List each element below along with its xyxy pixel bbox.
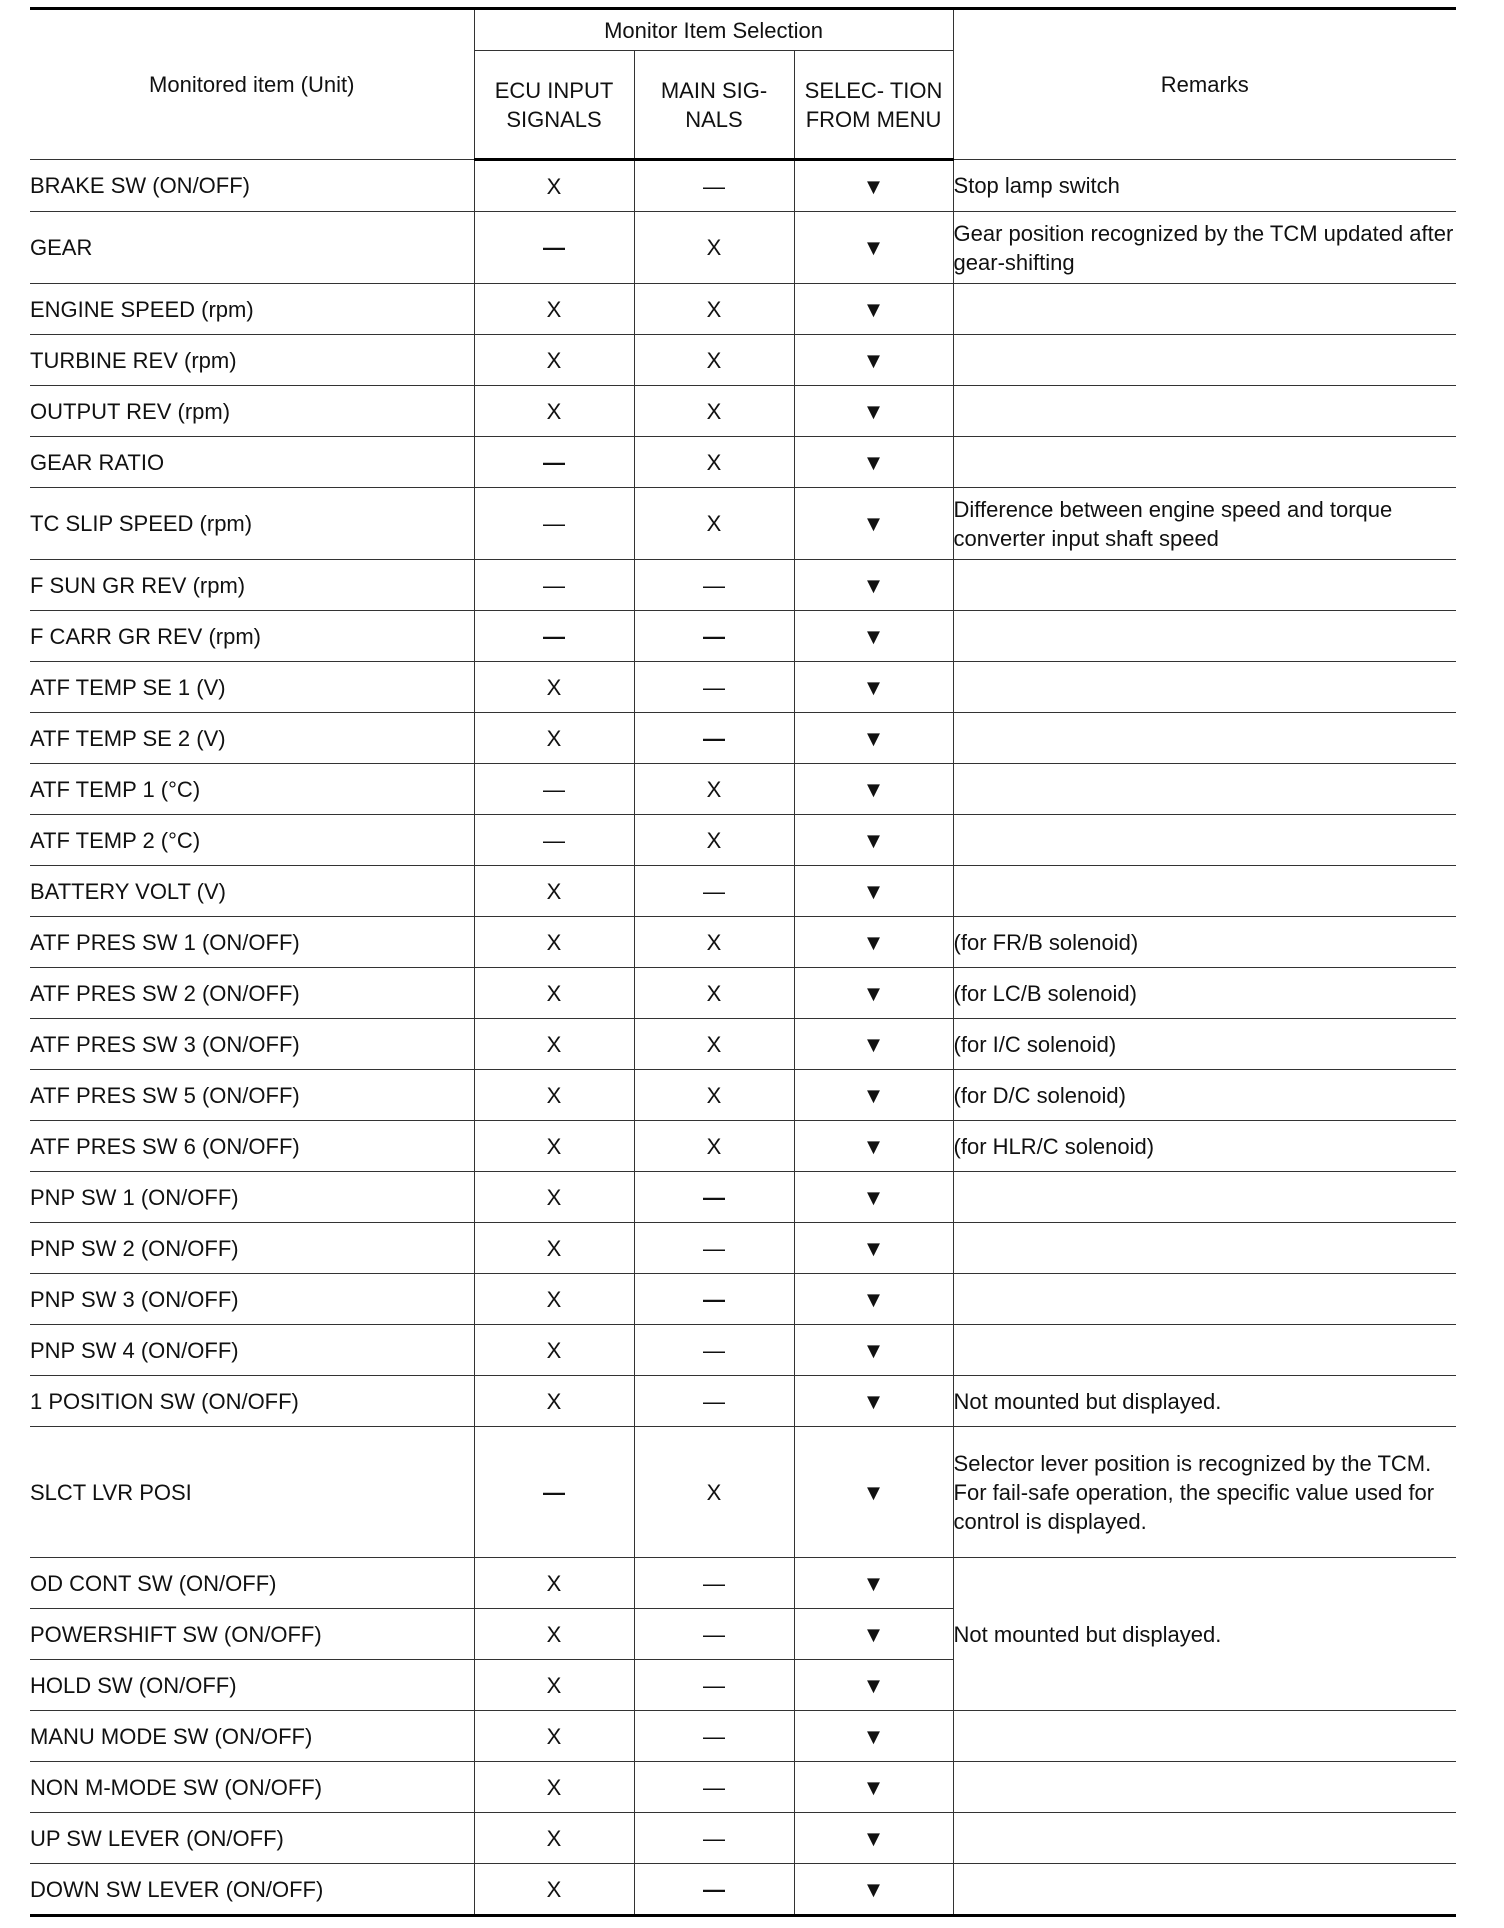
table-row	[30, 968, 1456, 1019]
cell-ecu-input: —	[474, 815, 634, 866]
cell-selection-triangle-icon: ▼	[794, 1274, 953, 1325]
table-row	[30, 611, 1456, 662]
cell-item: PNP SW 3 (ON/OFF)	[30, 1274, 474, 1325]
cell-selection-triangle-icon: ▼	[794, 560, 953, 611]
cell-item: ATF PRES SW 6 (ON/OFF)	[30, 1121, 474, 1172]
cell-main-signal: —	[634, 1864, 794, 1916]
cell-selection-triangle-icon: ▼	[794, 335, 953, 386]
cell-main-signal: —	[634, 1762, 794, 1813]
cell-item: OUTPUT REV (rpm)	[30, 386, 474, 437]
cell-remark	[953, 713, 1456, 764]
table-row	[30, 1019, 1456, 1070]
cell-main-signal: X	[634, 917, 794, 968]
cell-remark: Selector lever position is recognized by the TCM. For fail-safe operation, the specific value used for control is displayed.	[953, 1427, 1456, 1558]
table-row	[30, 713, 1456, 764]
table-row	[30, 437, 1456, 488]
table-row	[30, 1427, 1456, 1558]
cell-selection-triangle-icon: ▼	[794, 1660, 953, 1711]
cell-main-signal: X	[634, 284, 794, 335]
cell-item: F CARR GR REV (rpm)	[30, 611, 474, 662]
header-ecu-input-signals: ECU INPUT SIGNALS	[474, 51, 634, 160]
cell-selection-triangle-icon: ▼	[794, 662, 953, 713]
cell-remark	[953, 560, 1456, 611]
cell-item: ATF PRES SW 2 (ON/OFF)	[30, 968, 474, 1019]
cell-item: ATF PRES SW 5 (ON/OFF)	[30, 1070, 474, 1121]
table-row	[30, 1558, 1456, 1609]
cell-remark	[953, 611, 1456, 662]
cell-remark: Gear position recognized by the TCM updated after gear-shifting	[953, 212, 1456, 284]
cell-ecu-input: X	[474, 1609, 634, 1660]
table-row	[30, 917, 1456, 968]
cell-main-signal: X	[634, 488, 794, 560]
cell-ecu-input: X	[474, 1121, 634, 1172]
cell-item: POWERSHIFT SW (ON/OFF)	[30, 1609, 474, 1660]
table-row	[30, 1223, 1456, 1274]
cell-item: ATF TEMP 2 (°C)	[30, 815, 474, 866]
cell-main-signal: —	[634, 1376, 794, 1427]
cell-selection-triangle-icon: ▼	[794, 611, 953, 662]
cell-ecu-input: —	[474, 1427, 634, 1558]
cell-ecu-input: X	[474, 1274, 634, 1325]
monitor-item-table	[30, 7, 1456, 1917]
cell-main-signal: —	[634, 1813, 794, 1864]
table-row	[30, 160, 1456, 212]
cell-selection-triangle-icon: ▼	[794, 212, 953, 284]
cell-main-signal: —	[634, 866, 794, 917]
cell-remark	[953, 1864, 1456, 1916]
cell-selection-triangle-icon: ▼	[794, 1121, 953, 1172]
header-main-signals: MAIN SIG- NALS	[634, 51, 794, 160]
cell-ecu-input: —	[474, 488, 634, 560]
table-row	[30, 1121, 1456, 1172]
cell-main-signal: X	[634, 1019, 794, 1070]
cell-main-signal: X	[634, 386, 794, 437]
cell-item: OD CONT SW (ON/OFF)	[30, 1558, 474, 1609]
table-row	[30, 866, 1456, 917]
cell-selection-triangle-icon: ▼	[794, 1762, 953, 1813]
header-monitor-item-selection: Monitor Item Selection	[474, 9, 953, 51]
cell-remark	[953, 764, 1456, 815]
cell-item: BATTERY VOLT (V)	[30, 866, 474, 917]
cell-item: 1 POSITION SW (ON/OFF)	[30, 1376, 474, 1427]
cell-main-signal: —	[634, 1660, 794, 1711]
table-row	[30, 1813, 1456, 1864]
cell-ecu-input: X	[474, 1558, 634, 1609]
cell-item: ATF TEMP 1 (°C)	[30, 764, 474, 815]
table-row	[30, 284, 1456, 335]
cell-remark: Difference between engine speed and torque converter input shaft speed	[953, 488, 1456, 560]
cell-ecu-input: X	[474, 1070, 634, 1121]
cell-remark	[953, 1223, 1456, 1274]
cell-remark: (for LC/B solenoid)	[953, 968, 1456, 1019]
table-row	[30, 815, 1456, 866]
cell-item: SLCT LVR POSI	[30, 1427, 474, 1558]
header-remarks: Remarks	[953, 9, 1456, 160]
cell-main-signal: —	[634, 1325, 794, 1376]
table-row	[30, 1762, 1456, 1813]
cell-selection-triangle-icon: ▼	[794, 917, 953, 968]
cell-ecu-input: —	[474, 437, 634, 488]
cell-remark	[953, 437, 1456, 488]
cell-selection-triangle-icon: ▼	[794, 1019, 953, 1070]
cell-main-signal: —	[634, 1223, 794, 1274]
table-row	[30, 335, 1456, 386]
cell-item: ATF TEMP SE 2 (V)	[30, 713, 474, 764]
cell-ecu-input: X	[474, 1762, 634, 1813]
cell-item: PNP SW 1 (ON/OFF)	[30, 1172, 474, 1223]
cell-selection-triangle-icon: ▼	[794, 764, 953, 815]
cell-remark: Stop lamp switch	[953, 160, 1456, 212]
cell-item: UP SW LEVER (ON/OFF)	[30, 1813, 474, 1864]
cell-selection-triangle-icon: ▼	[794, 1427, 953, 1558]
cell-ecu-input: X	[474, 1864, 634, 1916]
header-selection-from-menu: SELEC- TION FROM MENU	[794, 51, 953, 160]
cell-ecu-input: —	[474, 560, 634, 611]
cell-main-signal: —	[634, 1558, 794, 1609]
cell-remark	[953, 1813, 1456, 1864]
cell-ecu-input: X	[474, 1223, 634, 1274]
cell-remark	[953, 662, 1456, 713]
cell-remark	[953, 1762, 1456, 1813]
cell-selection-triangle-icon: ▼	[794, 1376, 953, 1427]
cell-remark: Not mounted but displayed.	[953, 1376, 1456, 1427]
table-row	[30, 1325, 1456, 1376]
cell-remark	[953, 1274, 1456, 1325]
cell-selection-triangle-icon: ▼	[794, 437, 953, 488]
cell-ecu-input: X	[474, 335, 634, 386]
cell-ecu-input: X	[474, 662, 634, 713]
cell-selection-triangle-icon: ▼	[794, 1223, 953, 1274]
cell-selection-triangle-icon: ▼	[794, 1864, 953, 1916]
cell-selection-triangle-icon: ▼	[794, 1325, 953, 1376]
table-row	[30, 1070, 1456, 1121]
table-row	[30, 1376, 1456, 1427]
cell-item: PNP SW 4 (ON/OFF)	[30, 1325, 474, 1376]
cell-remark	[953, 1172, 1456, 1223]
cell-selection-triangle-icon: ▼	[794, 866, 953, 917]
cell-item: ATF PRES SW 1 (ON/OFF)	[30, 917, 474, 968]
cell-remark	[953, 866, 1456, 917]
cell-main-signal: X	[634, 968, 794, 1019]
cell-item: ATF TEMP SE 1 (V)	[30, 662, 474, 713]
cell-main-signal: X	[634, 1070, 794, 1121]
cell-main-signal: —	[634, 1711, 794, 1762]
cell-remark	[953, 815, 1456, 866]
cell-main-signal: X	[634, 437, 794, 488]
cell-item: ATF PRES SW 3 (ON/OFF)	[30, 1019, 474, 1070]
cell-remark	[953, 335, 1456, 386]
cell-item: ENGINE SPEED (rpm)	[30, 284, 474, 335]
cell-main-signal: —	[634, 713, 794, 764]
cell-ecu-input: X	[474, 1711, 634, 1762]
header-monitored-item: Monitored item (Unit)	[30, 9, 474, 160]
cell-ecu-input: X	[474, 917, 634, 968]
table-row	[30, 386, 1456, 437]
cell-main-signal: —	[634, 160, 794, 212]
cell-main-signal: X	[634, 212, 794, 284]
cell-ecu-input: X	[474, 386, 634, 437]
cell-ecu-input: X	[474, 284, 634, 335]
cell-main-signal: X	[634, 764, 794, 815]
cell-ecu-input: X	[474, 866, 634, 917]
cell-selection-triangle-icon: ▼	[794, 386, 953, 437]
cell-ecu-input: X	[474, 968, 634, 1019]
cell-main-signal: —	[634, 1274, 794, 1325]
cell-item: F SUN GR REV (rpm)	[30, 560, 474, 611]
cell-selection-triangle-icon: ▼	[794, 488, 953, 560]
cell-selection-triangle-icon: ▼	[794, 1813, 953, 1864]
table-row	[30, 1274, 1456, 1325]
table-row	[30, 662, 1456, 713]
cell-item: GEAR	[30, 212, 474, 284]
table-row	[30, 488, 1456, 560]
cell-item: HOLD SW (ON/OFF)	[30, 1660, 474, 1711]
cell-ecu-input: X	[474, 713, 634, 764]
table-row	[30, 1864, 1456, 1916]
cell-remark-merged: Not mounted but displayed.	[953, 1558, 1456, 1711]
cell-main-signal: —	[634, 1609, 794, 1660]
cell-selection-triangle-icon: ▼	[794, 713, 953, 764]
cell-ecu-input: —	[474, 212, 634, 284]
cell-selection-triangle-icon: ▼	[794, 815, 953, 866]
cell-main-signal: X	[634, 815, 794, 866]
cell-selection-triangle-icon: ▼	[794, 160, 953, 212]
cell-main-signal: X	[634, 335, 794, 386]
cell-selection-triangle-icon: ▼	[794, 968, 953, 1019]
cell-main-signal: —	[634, 662, 794, 713]
cell-remark: (for I/C solenoid)	[953, 1019, 1456, 1070]
cell-remark: (for D/C solenoid)	[953, 1070, 1456, 1121]
cell-ecu-input: —	[474, 764, 634, 815]
table-row	[30, 764, 1456, 815]
cell-ecu-input: X	[474, 1813, 634, 1864]
table-row	[30, 560, 1456, 611]
cell-remark: (for FR/B solenoid)	[953, 917, 1456, 968]
cell-item: PNP SW 2 (ON/OFF)	[30, 1223, 474, 1274]
cell-ecu-input: X	[474, 1172, 634, 1223]
cell-selection-triangle-icon: ▼	[794, 1711, 953, 1762]
table-row	[30, 212, 1456, 284]
cell-main-signal: X	[634, 1427, 794, 1558]
cell-ecu-input: X	[474, 1660, 634, 1711]
table-row	[30, 1172, 1456, 1223]
cell-main-signal: X	[634, 1121, 794, 1172]
cell-ecu-input: X	[474, 1325, 634, 1376]
cell-selection-triangle-icon: ▼	[794, 284, 953, 335]
cell-main-signal: —	[634, 1172, 794, 1223]
cell-ecu-input: X	[474, 1019, 634, 1070]
cell-ecu-input: —	[474, 611, 634, 662]
cell-main-signal: —	[634, 560, 794, 611]
cell-remark	[953, 1325, 1456, 1376]
cell-selection-triangle-icon: ▼	[794, 1172, 953, 1223]
cell-ecu-input: X	[474, 160, 634, 212]
cell-ecu-input: X	[474, 1376, 634, 1427]
cell-item: TURBINE REV (rpm)	[30, 335, 474, 386]
cell-item: BRAKE SW (ON/OFF)	[30, 160, 474, 212]
cell-remark	[953, 284, 1456, 335]
cell-item: GEAR RATIO	[30, 437, 474, 488]
cell-item: DOWN SW LEVER (ON/OFF)	[30, 1864, 474, 1916]
cell-selection-triangle-icon: ▼	[794, 1070, 953, 1121]
cell-item: MANU MODE SW (ON/OFF)	[30, 1711, 474, 1762]
cell-remark	[953, 1711, 1456, 1762]
table-row	[30, 1711, 1456, 1762]
cell-selection-triangle-icon: ▼	[794, 1558, 953, 1609]
cell-remark: (for HLR/C solenoid)	[953, 1121, 1456, 1172]
cell-item: NON M-MODE SW (ON/OFF)	[30, 1762, 474, 1813]
cell-selection-triangle-icon: ▼	[794, 1609, 953, 1660]
cell-item: TC SLIP SPEED (rpm)	[30, 488, 474, 560]
cell-remark	[953, 386, 1456, 437]
cell-main-signal: —	[634, 611, 794, 662]
